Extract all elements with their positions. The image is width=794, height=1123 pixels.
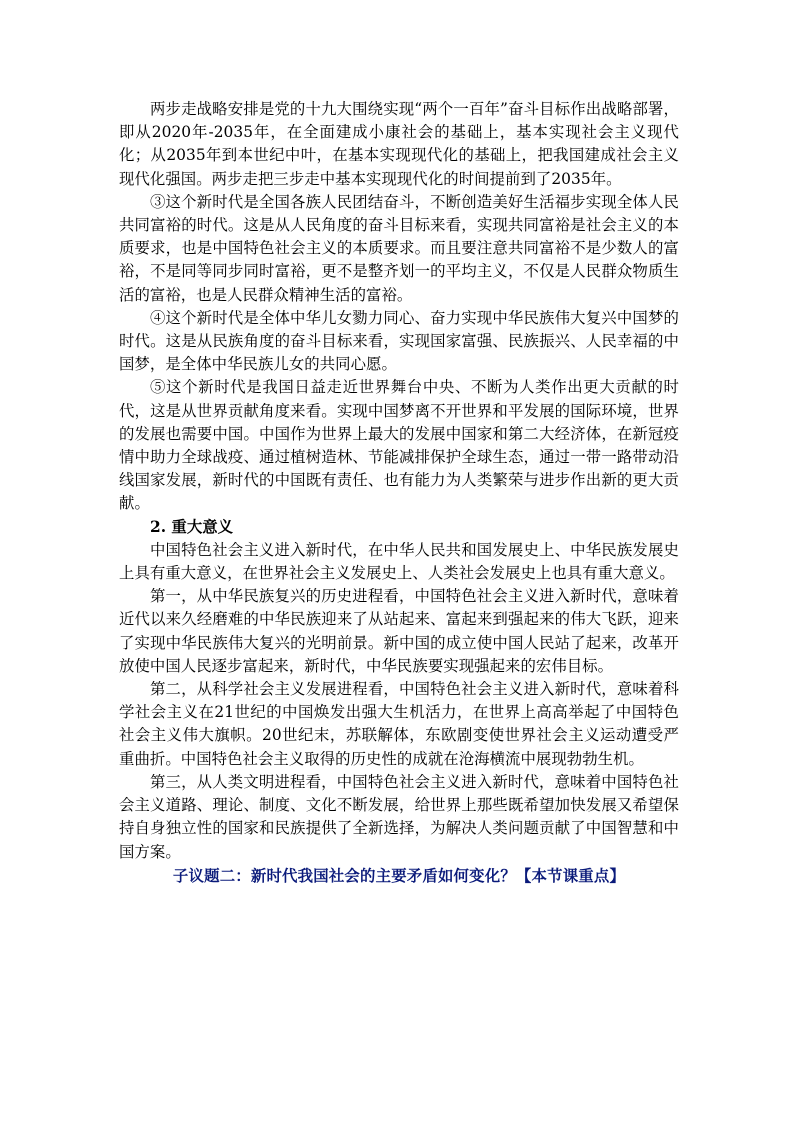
paragraph-two-step-strategy: 两步走战略安排是党的十九大围绕实现“两个一百年”奋斗目标作出战略部署，即从2020年-2035年，在全面建成小康社会的基础上，基本实现社会主义现代化；从2035年到本世纪中叶，在基本实现现代化的基础上，把我国建成社会主义现代化强国。两步走把三步走中基本实现现代化的时间提前到了2035年。 — [119, 100, 679, 188]
section-heading: 2. 重大意义 — [150, 517, 233, 536]
paragraph-significance-second: 第二，从科学社会主义发展进程看，中国特色社会主义进入新时代，意味着科学社会主义在21世纪的中国焕发出强大生机活力，在世界上高高举起了中国特色社会主义伟大旗帜。20世纪末，苏联解体，东欧剧变使世界社会主义运动遭受严重曲折。中国特色社会主义取得的历史性的成就在沧海横流中展现勃勃生机。 — [119, 680, 679, 768]
paragraph-significance-intro: 中国特色社会主义进入新时代，在中华人民共和国发展史上、中华民族发展史上具有重大意义，在世界社会主义发展史上、人类社会发展史上也具有重大意义。 — [119, 540, 679, 583]
paragraph-significance-third: 第三，从人类文明进程看，中国特色社会主义进入新时代，意味着中国特色社会主义道路、理论、制度、文化不断发展，给世界上那些既希望加快发展又希望保持自身独立性的国家和民族提供了全新选择，为解决人类问题贡献了中国智慧和中国方案。 — [119, 772, 679, 861]
paragraph-chinese-dream: ④这个新时代是全体中华儿女勠力同心、奋力实现中华民族伟大复兴中国梦的时代。这是从民族角度的奋斗目标来看，实现国家富强、民族振兴、人民幸福的中国梦，是全体中华民族儿女的共同心愿。 — [119, 308, 679, 374]
paragraph-significance-first: 第一，从中华民族复兴的历史进程看，中国特色社会主义进入新时代，意味着近代以来久经磨难的中华民族迎来了从站起来、富起来到强起来的伟大飞跃，迎来了实现中华民族伟大复兴的光明前景。新中国的成立使中国人民站了起来，改革开放使中国人民逐步富起来，新时代，中华民族要实现强起来的宏伟目标。 — [119, 587, 679, 675]
paragraph-world-contribution: ⑤这个新时代是我国日益走近世界舞台中央、不断为人类作出更大贡献的时代，这是从世界贡献角度来看。实现中国梦离不开世界和平发展的国际环境，世界的发展也需要中国。中国作为世界上最大的发展中国家和第二大经济体，在新冠疫情中助力全球战疫、通过植树造林、节能减排保护全球生态，通过一带一路带动沿线国家发展，新时代的中国既有责任、也有能力为人类繁荣与进步作出新的更大贡献。 — [119, 378, 679, 513]
subtopic-heading: 子议题二：新时代我国社会的主要矛盾如何变化？【本节课重点】 — [172, 866, 626, 885]
document-page — [119, 98, 679, 889]
paragraph-common-prosperity: ③这个新时代是全国各族人民团结奋斗，不断创造美好生活福步实现全体人民共同富裕的时代。这是从人民角度的奋斗目标来看，实现共同富裕是社会主义的本质要求，也是中国特色社会主义的本质要求。而且要注意共同富裕不是少数人的富裕，不是同等同步同时富裕，更不是整齐划一的平均主义，不仅是人民群众物质生活的富裕，也是人民群众精神生活的富裕。 — [119, 192, 679, 304]
